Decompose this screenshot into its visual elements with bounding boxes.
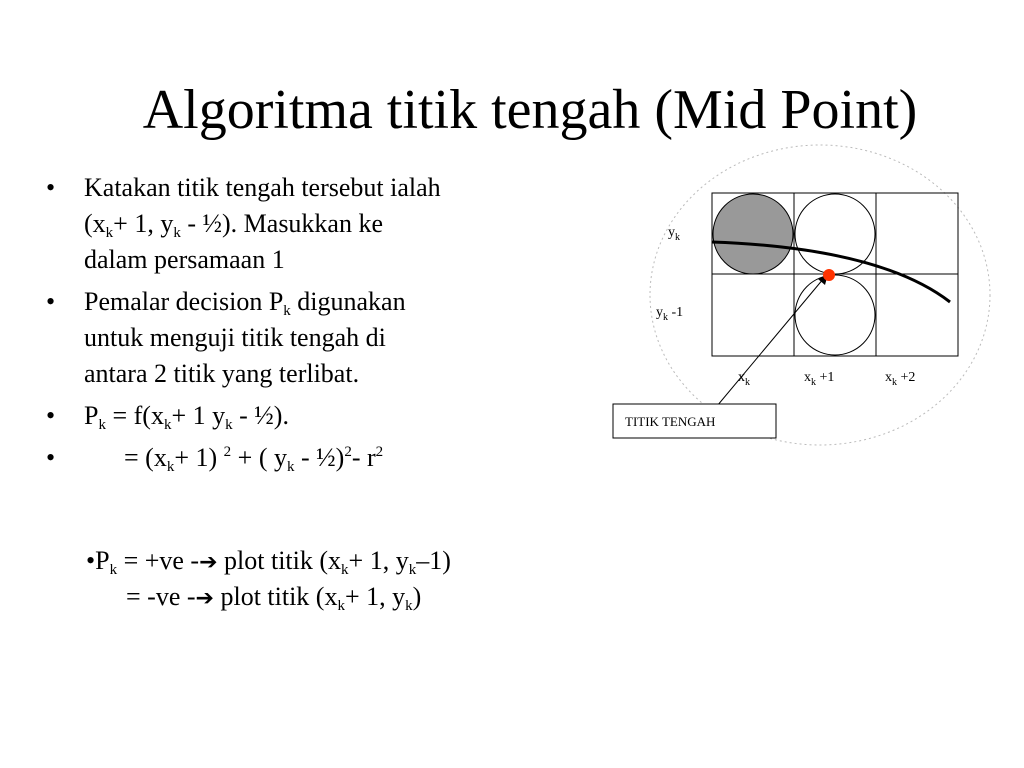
bullet-text: Katakan titik tengah tersebut ialah	[84, 173, 441, 202]
midpoint-diagram	[600, 140, 1000, 450]
label-xk: $x_k$	[738, 370, 750, 388]
callout-pointer-line	[712, 278, 824, 412]
bullet-text: Pemalar decision $P_k$ digunakan	[84, 287, 406, 319]
label-xk-plus-1: $x_k +1$	[804, 370, 835, 388]
label-xk-plus-2: $x_k +2$	[885, 370, 916, 388]
slide-title: Algoritma titik tengah (Mid Point)	[142, 79, 918, 141]
bullet-dot: •	[46, 287, 56, 316]
right-arrow-icon: ➔	[199, 550, 218, 575]
bullet-item-1	[46, 170, 606, 278]
bullet-item-4	[46, 440, 606, 476]
filled-pixel-circle	[713, 194, 793, 274]
bullet-item-2	[46, 284, 606, 392]
bullet-text: untuk menguji titik tengah di	[84, 323, 386, 352]
bullet-dot: •	[46, 401, 56, 430]
candidate-pixel-circle-bottom	[795, 275, 875, 355]
right-arrow-icon: ➔	[195, 586, 214, 611]
case-positive: $•P_k = +ve$ -➔ plot titik ($x_k+ 1$, $y_k-1$)	[86, 546, 451, 578]
midpoint-dot	[823, 269, 835, 281]
label-yk: $y_k$	[668, 225, 680, 243]
bullet-dot: •	[46, 173, 56, 202]
bullet-dot: •	[46, 443, 56, 472]
bullet-item-3	[46, 398, 606, 434]
bullet-text: antara 2 titik yang terlibat.	[84, 359, 360, 388]
decision-cases	[86, 544, 451, 616]
callout-label: TITIK TENGAH	[625, 414, 716, 429]
bullet-text: ($x_k+ 1$, $y_k$ - ½). Masukkan ke	[84, 209, 384, 241]
bullet-formula: = $(x_k+ 1) ^2$ + ( $y_k$ - ½)$^2$- $r^2$	[124, 443, 384, 475]
bullet-list	[46, 170, 606, 482]
bullet-formula: $P_k = f(x_k+ 1$ $y_k$ - ½).	[84, 401, 289, 433]
bullet-text: dalam persamaan 1	[84, 245, 285, 274]
case-negative: = -ve -➔ plot titik ($x_k+ 1$, $y_k$)	[126, 582, 422, 614]
label-yk-minus-1: $y_k$ -1	[656, 305, 684, 323]
